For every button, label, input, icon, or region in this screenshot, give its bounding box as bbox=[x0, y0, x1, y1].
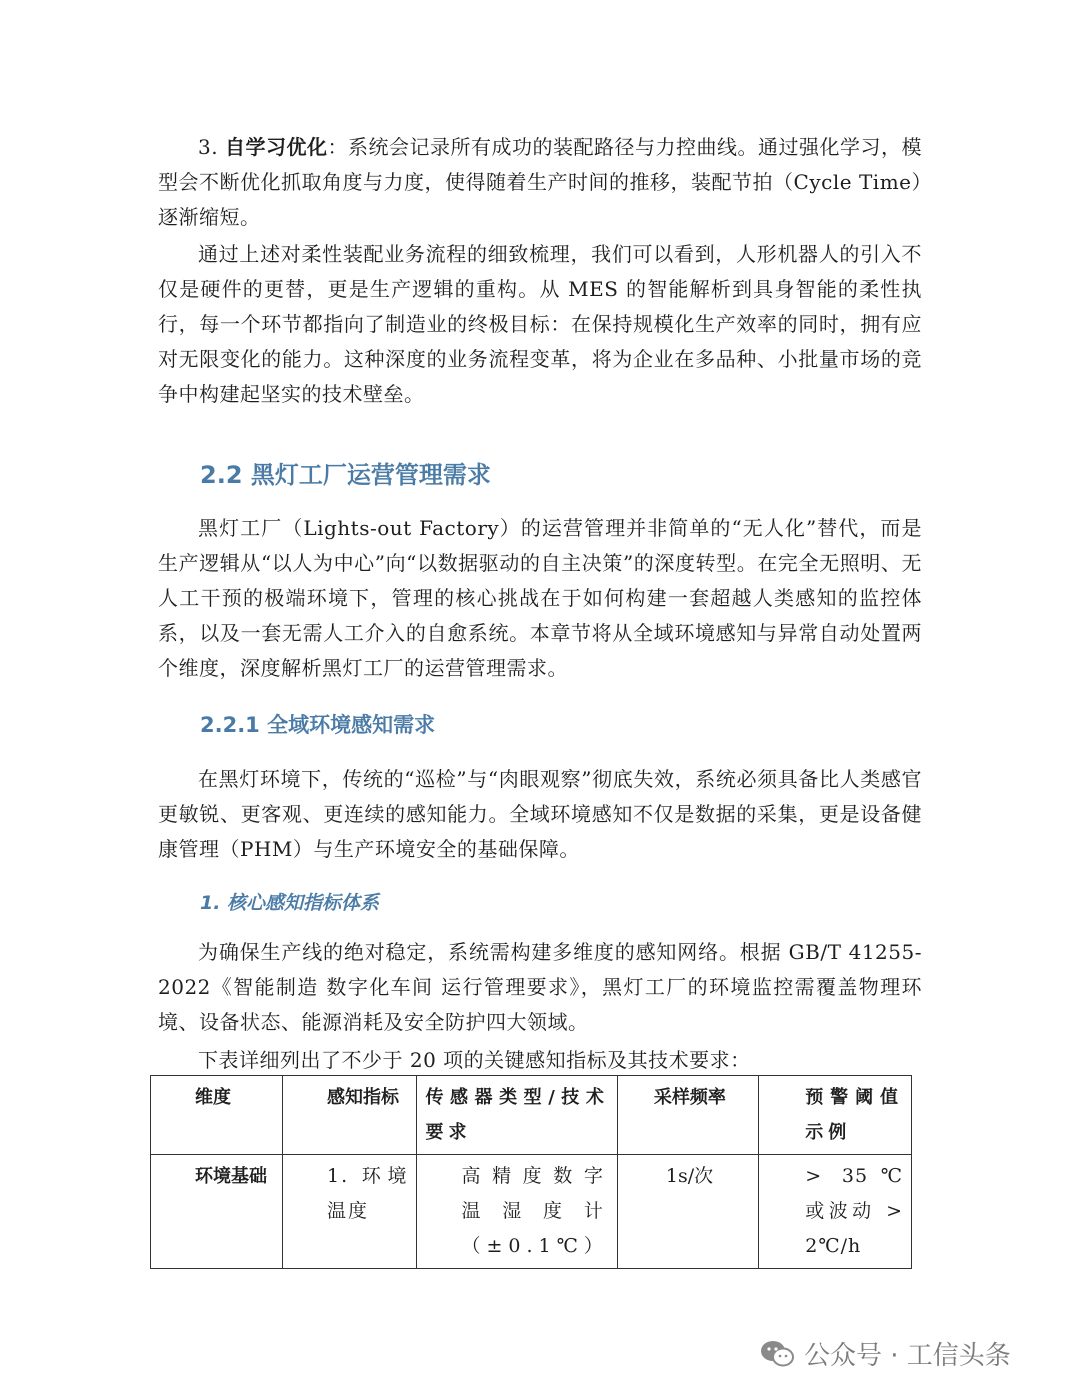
table-header-sensor: 传感器类型/技术要求 bbox=[417, 1076, 617, 1155]
section-heading-2-2: 2.2 黑灯工厂运营管理需求 bbox=[200, 461, 491, 489]
subheading-core-indicators: 1. 核心感知指标体系 bbox=[200, 892, 380, 914]
table-header-threshold: 预警阈值示例 bbox=[759, 1076, 912, 1155]
list-item-3 bbox=[158, 130, 922, 235]
item-text: ：系统会记录所有成功的装配路径与力控曲线。通过强化学习，模型会不断优化抓取角度与力度，使得随着生产时间的推移，装配节拍（Cycle Time）逐渐缩短。 bbox=[158, 135, 923, 229]
table-header-frequency: 采样频率 bbox=[617, 1076, 758, 1155]
section-heading-2-2-1: 2.2.1 全域环境感知需求 bbox=[200, 713, 436, 737]
item-number: 3. bbox=[198, 135, 225, 159]
paragraph-lights-out-intro: 黑灯工厂（Lights-out Factory）的运营管理并非简单的“无人化”替代，而是生产逻辑从“以人为中心”向“以数据驱动的自主决策”的深度转型。在完全无照明、无人工干预的极端环境下，管理的核心挑战在于如何构建一套超越人类感知的监控体系，以及一套无需人工介入的自愈系统。本章节将从全域环境感知与异常自动处置两个维度，深度解析黑灯工厂的运营管理需求。 bbox=[158, 516, 922, 680]
table-cell-indicator: 1. 环境温度 bbox=[282, 1155, 416, 1269]
paragraph-table-intro: 下表详细列出了不少于 20 项的关键感知指标及其技术要求： bbox=[198, 1048, 751, 1072]
table-header-dimension: 维度 bbox=[151, 1076, 283, 1155]
indicator-table bbox=[150, 1075, 912, 1269]
wechat-icon bbox=[760, 1340, 794, 1368]
table-cell-frequency: 1s/次 bbox=[617, 1155, 758, 1269]
table-header-indicator: 感知指标 bbox=[282, 1076, 416, 1155]
table-row bbox=[151, 1155, 912, 1269]
watermark-text: 公众号 · 工信头条 bbox=[804, 1341, 1011, 1371]
table-cell-dimension: 环境基础 bbox=[151, 1155, 283, 1269]
item-bold-title: 自学习优化 bbox=[224, 135, 328, 159]
table-cell-threshold: > 35℃ 或波动 > 2℃/h bbox=[759, 1155, 912, 1269]
paragraph-perception: 在黑灯环境下，传统的“巡检”与“肉眼观察”彻底失效，系统必须具备比人类感官更敏锐、更客观、更连续的感知能力。全域环境感知不仅是数据的采集，更是设备健康管理（PHM）与生产环境安全的基础保障。 bbox=[158, 767, 922, 861]
wechat-watermark bbox=[760, 1335, 1011, 1372]
paragraph-summary: 通过上述对柔性装配业务流程的细致梳理，我们可以看到，人形机器人的引入不仅是硬件的更替，更是生产逻辑的重构。从 MES 的智能解析到具身智能的柔性执行，每一个环节都指向了制造业的终极目标：在保持规模化生产效率的同时，拥有应对无限变化的能力。这种深度的业务流程变革，将为企业在多品种、小批量市场的竞争中构建起坚实的技术壁垒。 bbox=[158, 242, 922, 406]
table-cell-sensor: 高精度数字温湿度计（±0.1℃） bbox=[417, 1155, 617, 1269]
table-header-row bbox=[151, 1076, 912, 1155]
paragraph-standard: 为确保生产线的绝对稳定，系统需构建多维度的感知网络。根据 GB/T 41255-2022《智能制造 数字化车间 运行管理要求》，黑灯工厂的环境监控需覆盖物理环境、设备状态、能源消耗及安全防护四大领域。 bbox=[158, 940, 922, 1034]
